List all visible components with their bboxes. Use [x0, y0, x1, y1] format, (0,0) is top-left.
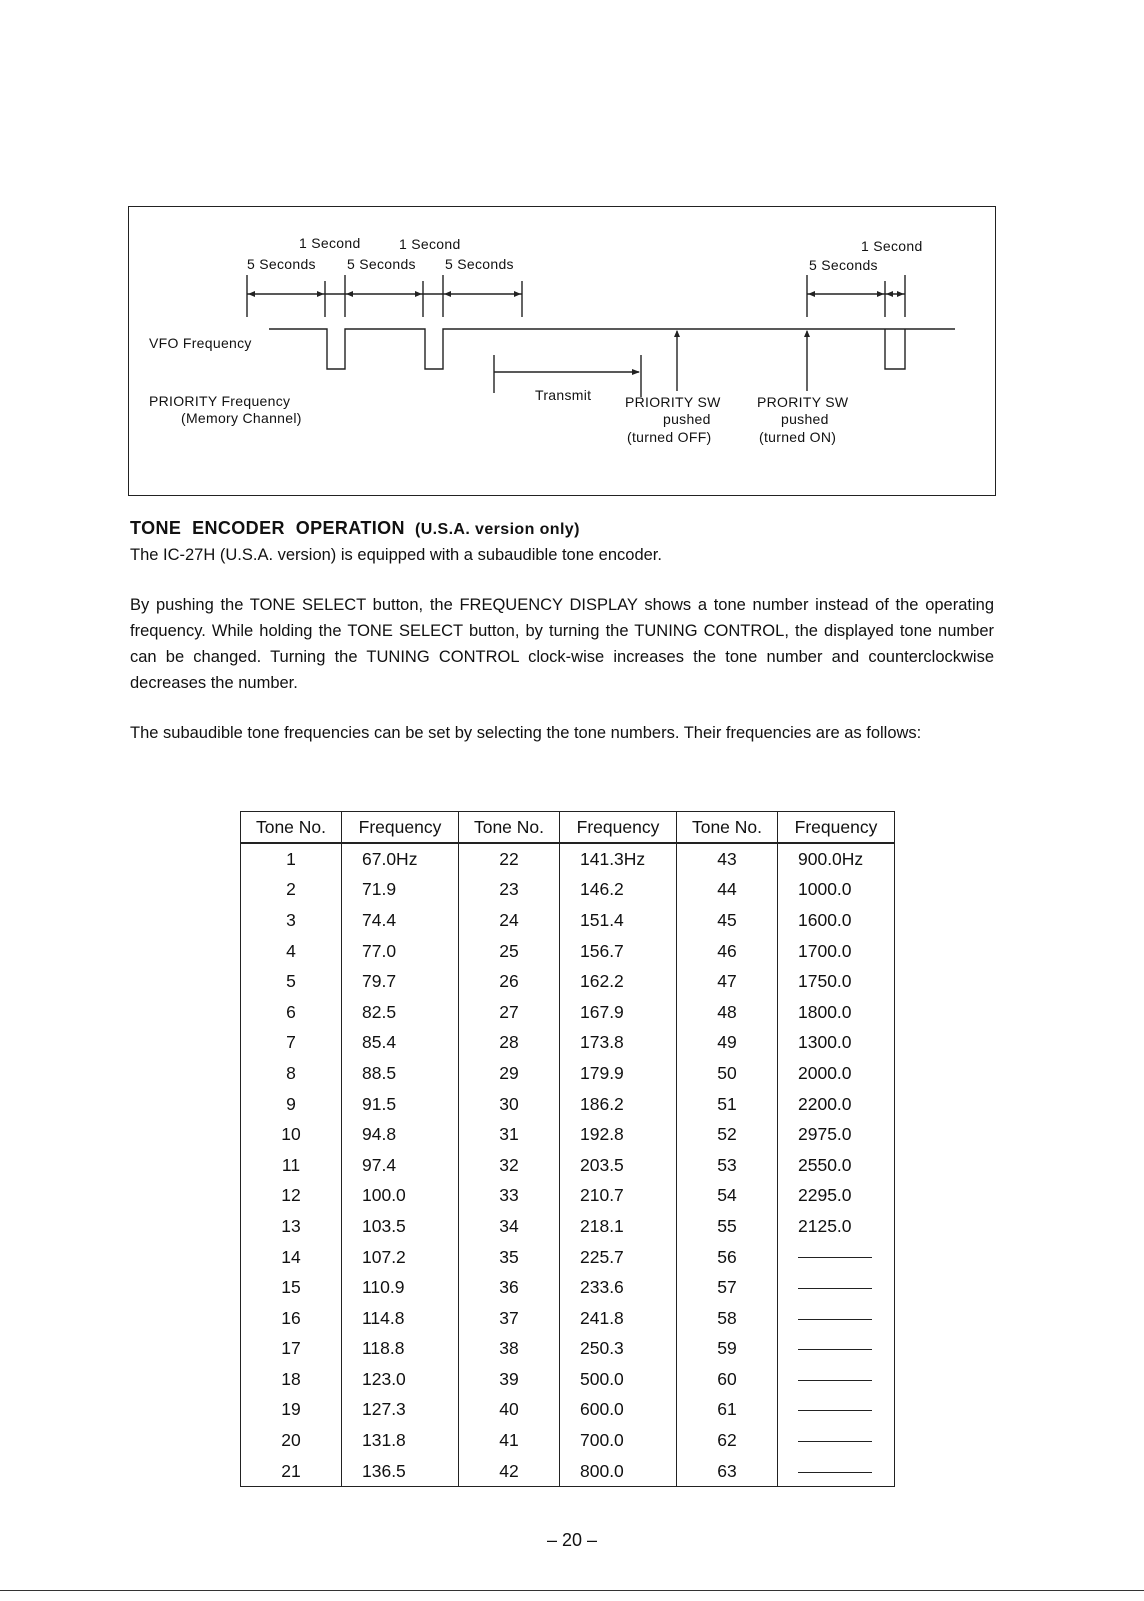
column-header-frequency: Frequency	[560, 812, 677, 844]
tone-number-cell: 7	[241, 1028, 342, 1059]
tone-number-cell: 27	[459, 997, 560, 1028]
frequency-cell: 1300.0	[778, 1028, 895, 1059]
column-header-tone-no: Tone No.	[241, 812, 342, 844]
bottom-rule	[0, 1590, 1144, 1591]
tone-number-cell: 17	[241, 1334, 342, 1365]
column-header-tone-no: Tone No.	[459, 812, 560, 844]
frequency-cell: 131.8	[342, 1425, 459, 1456]
frequency-cell: 600.0	[560, 1395, 677, 1426]
tone-number-cell: 47	[677, 966, 778, 997]
section-subtitle: (U.S.A. version only)	[414, 521, 580, 538]
tone-number-cell: 12	[241, 1181, 342, 1212]
section-heading	[130, 518, 580, 539]
tone-number-cell: 21	[241, 1456, 342, 1487]
priority-sw-off-title: PRIORITY SW	[625, 394, 721, 410]
table-row	[241, 1058, 895, 1089]
arrow-head	[514, 291, 521, 297]
tone-frequencies-paragraph: The subaudible tone frequencies can be set by selecting the tone numbers. Their frequencies are as follows:	[130, 724, 922, 742]
tone-number-cell: 5	[241, 966, 342, 997]
tone-number-cell: 63	[677, 1456, 778, 1487]
tone-number-cell: 43	[677, 843, 778, 875]
arrow-head	[674, 330, 680, 337]
table-row	[241, 997, 895, 1028]
table-row	[241, 1150, 895, 1181]
arrow-head	[346, 291, 353, 297]
empty-frequency-dash	[798, 1441, 872, 1442]
frequency-cell: 146.2	[560, 875, 677, 906]
tone-number-cell: 25	[459, 936, 560, 967]
tone-number-cell: 36	[459, 1272, 560, 1303]
tone-number-cell: 60	[677, 1364, 778, 1395]
table-row	[241, 1028, 895, 1059]
tone-number-cell: 52	[677, 1119, 778, 1150]
page-number: – 20 –	[546, 1530, 598, 1550]
tone-number-cell: 62	[677, 1425, 778, 1456]
one-second-label: 1 Second	[861, 238, 923, 254]
tone-number-cell: 58	[677, 1303, 778, 1334]
tone-number-cell: 44	[677, 875, 778, 906]
tone-number-cell: 48	[677, 997, 778, 1028]
tone-number-cell: 15	[241, 1272, 342, 1303]
table-row	[241, 875, 895, 906]
tone-select-paragraph: By pushing the TONE SELECT button, the FREQUENCY DISPLAY shows a tone number instead of the operating frequency. While holding the TONE SELECT button, by turning the TUNING CONTROL, the displayed tone number can be changed. Turning the TUNING CONTROL clock-wise increases the tone number and counterclockwise decreases the number.	[130, 596, 994, 692]
tone-number-cell: 8	[241, 1058, 342, 1089]
tone-number-cell: 59	[677, 1334, 778, 1365]
frequency-cell: 500.0	[560, 1364, 677, 1395]
frequency-cell: 1600.0	[778, 905, 895, 936]
table-row	[241, 1181, 895, 1212]
tone-number-cell: 30	[459, 1089, 560, 1120]
table-row	[241, 1303, 895, 1334]
frequency-cell: 162.2	[560, 966, 677, 997]
tone-number-cell: 28	[459, 1028, 560, 1059]
tone-number-cell: 24	[459, 905, 560, 936]
table-row	[241, 1456, 895, 1487]
arrow-head	[804, 330, 810, 337]
arrow-head	[897, 291, 904, 297]
table-row	[241, 1425, 895, 1456]
frequency-cell	[778, 1456, 895, 1487]
tone-number-cell: 51	[677, 1089, 778, 1120]
column-header-tone-no: Tone No.	[677, 812, 778, 844]
tone-number-cell: 11	[241, 1150, 342, 1181]
tone-number-cell: 33	[459, 1181, 560, 1212]
frequency-cell	[778, 1272, 895, 1303]
tone-number-cell: 14	[241, 1242, 342, 1273]
table-row	[241, 1119, 895, 1150]
table-row	[241, 1395, 895, 1426]
empty-frequency-dash	[798, 1472, 872, 1473]
frequency-cell: 71.9	[342, 875, 459, 906]
tone-number-cell: 61	[677, 1395, 778, 1426]
table-row	[241, 1272, 895, 1303]
empty-frequency-dash	[798, 1349, 872, 1350]
tone-number-cell: 54	[677, 1181, 778, 1212]
intro-paragraph: The IC-27H (U.S.A. version) is equipped with a subaudible tone encoder.	[130, 546, 662, 564]
memory-channel-label: (Memory Channel)	[181, 410, 302, 426]
frequency-cell	[778, 1334, 895, 1365]
priority-frequency-label: PRIORITY Frequency	[149, 393, 291, 409]
tone-number-cell: 41	[459, 1425, 560, 1456]
table-row	[241, 936, 895, 967]
priority-sw-on-title: PRORITY SW	[757, 394, 849, 410]
frequency-cell: 82.5	[342, 997, 459, 1028]
tone-number-cell: 29	[459, 1058, 560, 1089]
frequency-cell	[778, 1395, 895, 1426]
frequency-cell: 225.7	[560, 1242, 677, 1273]
frequency-cell	[778, 1242, 895, 1273]
frequency-cell: 127.3	[342, 1395, 459, 1426]
frequency-cell: 156.7	[560, 936, 677, 967]
frequency-cell: 179.9	[560, 1058, 677, 1089]
arrow-head	[632, 369, 640, 375]
transmit-label: Transmit	[535, 387, 592, 403]
table-row	[241, 1089, 895, 1120]
table-row	[241, 1242, 895, 1273]
table-row	[241, 843, 895, 875]
tone-number-cell: 22	[459, 843, 560, 875]
tone-number-cell: 39	[459, 1364, 560, 1395]
tone-number-cell: 1	[241, 843, 342, 875]
table-row	[241, 1364, 895, 1395]
vfo-waveform-return	[885, 329, 905, 369]
arrow-head	[877, 291, 884, 297]
tone-number-cell: 42	[459, 1456, 560, 1487]
frequency-cell: 94.8	[342, 1119, 459, 1150]
one-second-label: 1 Second	[399, 236, 461, 252]
tone-number-cell: 16	[241, 1303, 342, 1334]
table-row	[241, 1334, 895, 1365]
tone-number-cell: 6	[241, 997, 342, 1028]
frequency-cell: 800.0	[560, 1456, 677, 1487]
empty-frequency-dash	[798, 1257, 872, 1258]
tone-number-cell: 57	[677, 1272, 778, 1303]
table-row	[241, 966, 895, 997]
frequency-cell: 79.7	[342, 966, 459, 997]
frequency-cell: 1750.0	[778, 966, 895, 997]
empty-frequency-dash	[798, 1319, 872, 1320]
frequency-cell: 97.4	[342, 1150, 459, 1181]
tone-number-cell: 10	[241, 1119, 342, 1150]
frequency-cell: 700.0	[560, 1425, 677, 1456]
frequency-cell: 2550.0	[778, 1150, 895, 1181]
priority-sw-on-pushed: pushed	[781, 411, 829, 427]
arrow-head	[886, 291, 893, 297]
tone-number-cell: 37	[459, 1303, 560, 1334]
tone-number-cell: 55	[677, 1211, 778, 1242]
frequency-cell: 141.3Hz	[560, 843, 677, 875]
priority-sw-off-state: (turned OFF)	[627, 429, 712, 445]
frequency-cell	[778, 1303, 895, 1334]
vfo-frequency-label: VFO Frequency	[149, 335, 252, 351]
tone-number-cell: 46	[677, 936, 778, 967]
frequency-cell	[778, 1364, 895, 1395]
tone-number-cell: 40	[459, 1395, 560, 1426]
frequency-cell: 74.4	[342, 905, 459, 936]
priority-timing-diagram	[128, 206, 996, 496]
frequency-cell: 2295.0	[778, 1181, 895, 1212]
frequency-cell: 103.5	[342, 1211, 459, 1242]
empty-frequency-dash	[798, 1288, 872, 1289]
table-row	[241, 1211, 895, 1242]
tone-number-cell: 35	[459, 1242, 560, 1273]
tone-number-cell: 32	[459, 1150, 560, 1181]
tone-number-cell: 50	[677, 1058, 778, 1089]
frequency-cell: 110.9	[342, 1272, 459, 1303]
tone-number-cell: 23	[459, 875, 560, 906]
frequency-cell: 186.2	[560, 1089, 677, 1120]
section-title: TONE ENCODER OPERATION	[130, 518, 405, 538]
arrow-head	[317, 291, 324, 297]
frequency-cell: 241.8	[560, 1303, 677, 1334]
frequency-cell: 218.1	[560, 1211, 677, 1242]
frequency-cell: 67.0Hz	[342, 843, 459, 875]
frequency-cell: 100.0	[342, 1181, 459, 1212]
tone-number-cell: 18	[241, 1364, 342, 1395]
tone-number-cell: 49	[677, 1028, 778, 1059]
frequency-cell: 85.4	[342, 1028, 459, 1059]
frequency-cell: 151.4	[560, 905, 677, 936]
five-seconds-label: 5 Seconds	[247, 256, 316, 272]
frequency-cell: 210.7	[560, 1181, 677, 1212]
tone-number-cell: 20	[241, 1425, 342, 1456]
frequency-cell	[778, 1425, 895, 1456]
arrow-head	[808, 291, 815, 297]
frequency-cell: 114.8	[342, 1303, 459, 1334]
frequency-cell: 1000.0	[778, 875, 895, 906]
frequency-cell: 1700.0	[778, 936, 895, 967]
frequency-cell: 2000.0	[778, 1058, 895, 1089]
frequency-cell: 250.3	[560, 1334, 677, 1365]
five-seconds-label: 5 Seconds	[445, 256, 514, 272]
vfo-waveform	[269, 329, 955, 369]
frequency-cell: 136.5	[342, 1456, 459, 1487]
frequency-cell: 2125.0	[778, 1211, 895, 1242]
frequency-cell: 233.6	[560, 1272, 677, 1303]
tone-number-cell: 2	[241, 875, 342, 906]
empty-frequency-dash	[798, 1410, 872, 1411]
priority-sw-on-state: (turned ON)	[759, 429, 837, 445]
frequency-cell: 118.8	[342, 1334, 459, 1365]
tone-frequency-table	[240, 811, 895, 1487]
tone-number-cell: 13	[241, 1211, 342, 1242]
frequency-cell: 107.2	[342, 1242, 459, 1273]
column-header-frequency: Frequency	[778, 812, 895, 844]
frequency-cell: 77.0	[342, 936, 459, 967]
tone-number-cell: 3	[241, 905, 342, 936]
table-header-row	[241, 812, 895, 844]
column-header-frequency: Frequency	[342, 812, 459, 844]
frequency-cell: 203.5	[560, 1150, 677, 1181]
five-seconds-label: 5 Seconds	[809, 257, 878, 273]
priority-sw-off-pushed: pushed	[663, 411, 711, 427]
frequency-cell: 88.5	[342, 1058, 459, 1089]
frequency-cell: 167.9	[560, 997, 677, 1028]
tone-number-cell: 38	[459, 1334, 560, 1365]
five-seconds-label: 5 Seconds	[347, 256, 416, 272]
tone-number-cell: 31	[459, 1119, 560, 1150]
tone-number-cell: 26	[459, 966, 560, 997]
one-second-label: 1 Second	[299, 235, 361, 251]
frequency-cell: 2200.0	[778, 1089, 895, 1120]
frequency-cell: 900.0Hz	[778, 843, 895, 875]
frequency-cell: 123.0	[342, 1364, 459, 1395]
tone-number-cell: 53	[677, 1150, 778, 1181]
tone-number-cell: 34	[459, 1211, 560, 1242]
tone-table-body	[241, 843, 895, 1487]
tone-number-cell: 45	[677, 905, 778, 936]
tone-number-cell: 56	[677, 1242, 778, 1273]
empty-frequency-dash	[798, 1380, 872, 1381]
table-row	[241, 905, 895, 936]
frequency-cell: 192.8	[560, 1119, 677, 1150]
frequency-cell: 2975.0	[778, 1119, 895, 1150]
tone-number-cell: 4	[241, 936, 342, 967]
arrow-head	[444, 291, 451, 297]
tone-number-cell: 19	[241, 1395, 342, 1426]
frequency-cell: 91.5	[342, 1089, 459, 1120]
arrow-head	[415, 291, 422, 297]
tone-number-cell: 9	[241, 1089, 342, 1120]
frequency-cell: 173.8	[560, 1028, 677, 1059]
frequency-cell: 1800.0	[778, 997, 895, 1028]
arrow-head	[248, 291, 255, 297]
